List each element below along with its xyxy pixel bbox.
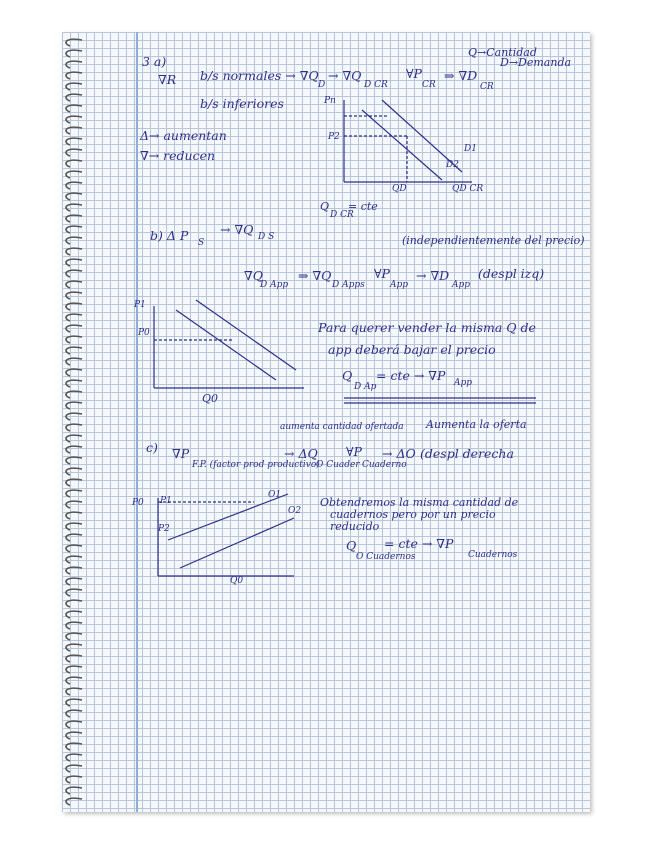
- spiral-ring: [66, 633, 82, 640]
- part-a-reducen: ∇→ reducen: [140, 148, 216, 163]
- spiral-ring: [66, 325, 82, 332]
- part-a-chain2: ∀P: [406, 66, 422, 81]
- spiral-ring: [66, 270, 82, 277]
- part-c-chain1-sub: O Cuader: [316, 460, 360, 470]
- part-c-para1: Obtendremos la misma cantidad de: [320, 496, 519, 509]
- spiral-ring: [66, 50, 82, 57]
- c-o2-label: O2: [288, 506, 302, 516]
- spiral-ring: [66, 358, 82, 365]
- spiral-ring: [66, 567, 82, 574]
- legend-d: D→Demanda: [500, 56, 572, 69]
- spiral-ring: [66, 688, 82, 695]
- part-b-eq-sub: D Ap: [354, 382, 377, 392]
- part-c-chain2: ∀P: [346, 444, 362, 459]
- spiral-ring: [66, 138, 82, 145]
- spiral-ring: [66, 655, 82, 662]
- part-a-chain1-sub: D CR: [364, 80, 388, 90]
- spiral-ring: [66, 765, 82, 772]
- spiral-ring: [66, 171, 82, 178]
- spiral-ring: [66, 798, 82, 805]
- part-b-line2-sub: D App: [260, 280, 289, 290]
- part-b-line2b-sub: D Apps: [332, 280, 365, 290]
- part-c-note1: aumenta cantidad ofertada: [280, 422, 404, 432]
- part-c-para2: cuadernos pero por un precio: [330, 508, 496, 521]
- part-a-chain2-sub: CR: [422, 80, 436, 90]
- spiral-ring: [66, 589, 82, 596]
- spiral-ring: [66, 699, 82, 706]
- spiral-ring: [66, 644, 82, 651]
- spiral-ring: [66, 391, 82, 398]
- a-d2-curve: [362, 110, 442, 180]
- part-b-label-sub: S: [198, 238, 205, 248]
- spiral-ring: [66, 677, 82, 684]
- spiral-ring: [66, 578, 82, 585]
- c-q-label: Q0: [230, 576, 244, 586]
- b-p0-label: P0: [138, 328, 150, 338]
- spiral-ring: [66, 666, 82, 673]
- part-c-label: c): [146, 440, 158, 455]
- part-c-eq-tail: = cte → ∇P: [384, 536, 454, 551]
- part-c-chain3: → ΔO: [382, 446, 416, 461]
- c-p2-label: P2: [158, 524, 170, 534]
- spiral-ring: [66, 94, 82, 101]
- a-d2-label: D2: [446, 160, 459, 170]
- a-q2-label: QD CR: [452, 184, 484, 194]
- spiral-ring: [66, 435, 82, 442]
- part-b-line2c-sub: App: [390, 280, 409, 290]
- part-b-line2b: ⇒ ∇Q: [298, 268, 332, 283]
- b-p1-label: P1: [134, 300, 146, 310]
- part-a-inferior: b/s inferiores: [200, 96, 284, 111]
- spiral-ring: [66, 303, 82, 310]
- spiral-ring: [66, 732, 82, 739]
- part-a-chain1: → ∇Q: [328, 68, 362, 83]
- spiral-ring: [66, 743, 82, 750]
- c-o2-curve: [180, 518, 294, 568]
- spiral-ring: [66, 292, 82, 299]
- spiral-ring: [66, 479, 82, 486]
- part-b-line2: ∇Q: [244, 268, 263, 283]
- spiral-ring: [66, 336, 82, 343]
- part-a-var: ∇R: [158, 72, 177, 87]
- spiral-ring: [66, 160, 82, 167]
- spiral-ring: [66, 105, 82, 112]
- spiral-ring: [66, 61, 82, 68]
- spiral-ring: [66, 248, 82, 255]
- part-b-para2: app deberá bajar el precio: [328, 342, 496, 357]
- part-c-chain2-sub: Cuaderno: [362, 460, 407, 470]
- spiral-ring: [66, 402, 82, 409]
- spiral-ring: [66, 182, 82, 189]
- part-a-label: 3 a): [142, 54, 167, 69]
- spiral-ring: [66, 116, 82, 123]
- notebook-page: [62, 32, 590, 812]
- legend-q: Q→Cantidad: [468, 46, 537, 59]
- spiral-ring: [66, 754, 82, 761]
- spiral-ring: [66, 237, 82, 244]
- spiral-binding: [62, 32, 86, 812]
- spiral-ring: [66, 776, 82, 783]
- part-b-eq: Q: [342, 368, 353, 383]
- part-a-normal-sub: D: [318, 80, 326, 90]
- a-p-low-label: P2: [328, 132, 340, 142]
- part-b-indep: (independientemente del precio): [402, 234, 585, 247]
- part-b-para1: Para querer vender la misma Q de: [318, 320, 536, 335]
- spiral-ring: [66, 468, 82, 475]
- part-a-aumentan: Δ→ aumentan: [140, 128, 227, 143]
- margin-line: [136, 32, 138, 812]
- a-p-top-label: Pn: [324, 96, 336, 106]
- part-b-underline: [342, 394, 542, 406]
- spiral-ring: [66, 501, 82, 508]
- spiral-ring: [66, 622, 82, 629]
- spiral-ring: [66, 380, 82, 387]
- spiral-ring: [66, 490, 82, 497]
- a-note-tail: = cte: [348, 200, 378, 213]
- part-a-chain3-sub: CR: [480, 82, 494, 92]
- part-c-eq-sub: O Cuadernos: [356, 552, 416, 562]
- part-b-line2d-sub: App: [452, 280, 471, 290]
- part-b-eq-tail-sub: App: [454, 378, 473, 388]
- b-q-label: Q0: [202, 392, 219, 405]
- spiral-ring: [66, 457, 82, 464]
- spiral-ring: [66, 446, 82, 453]
- part-b-line2e: (despl izq): [478, 266, 545, 281]
- spiral-ring: [66, 545, 82, 552]
- spiral-ring: [66, 413, 82, 420]
- a-note-sub: D CR: [330, 210, 354, 220]
- spiral-ring: [66, 127, 82, 134]
- part-a-chain3: ⇒ ∇D: [444, 68, 478, 83]
- part-c-eq-tail-sub: Cuadernos: [468, 550, 518, 560]
- spiral-ring: [66, 721, 82, 728]
- spiral-ring: [66, 611, 82, 618]
- spiral-ring: [66, 39, 82, 46]
- part-b-eq-tail: = cte → ∇P: [376, 368, 446, 383]
- c-p1-label: P1: [160, 496, 172, 506]
- spiral-ring: [66, 523, 82, 530]
- spiral-ring: [66, 226, 82, 233]
- spiral-ring: [66, 72, 82, 79]
- spiral-ring: [66, 347, 82, 354]
- spiral-ring: [66, 314, 82, 321]
- c-p0-label: P0: [132, 498, 144, 508]
- spiral-ring: [66, 369, 82, 376]
- spiral-ring: [66, 204, 82, 211]
- part-c-chain1: → ΔQ: [284, 446, 318, 461]
- part-c-eq: Q: [346, 538, 357, 553]
- c-o1-label: O1: [268, 490, 282, 500]
- spiral-ring: [66, 787, 82, 794]
- part-a-normal: b/s normales → ∇Q: [200, 68, 319, 83]
- spiral-ring: [66, 710, 82, 717]
- part-c-para3: reducido: [330, 520, 380, 533]
- a-note: Q: [320, 200, 330, 213]
- spiral-ring: [66, 149, 82, 156]
- part-c-note2: Aumenta la oferta: [426, 418, 527, 431]
- spiral-ring: [66, 600, 82, 607]
- spiral-ring: [66, 193, 82, 200]
- part-b-line2c: ∀P: [374, 266, 390, 281]
- spiral-ring: [66, 83, 82, 90]
- a-q1-label: QD: [392, 184, 407, 194]
- spiral-ring: [66, 215, 82, 222]
- spiral-ring: [66, 424, 82, 431]
- part-c-var-sub: F.P. (factor prod productivo): [192, 460, 320, 470]
- spiral-ring: [66, 512, 82, 519]
- part-b-line2d: → ∇D: [416, 268, 450, 283]
- c-o1-curve: [168, 494, 288, 540]
- part-b-label: b) Δ P: [150, 228, 189, 243]
- part-b-qd-sub: D S: [258, 232, 275, 242]
- part-b-qd: → ∇Q: [220, 222, 254, 237]
- a-d1-label: D1: [464, 144, 477, 154]
- spiral-ring: [66, 259, 82, 266]
- part-b-graph: [132, 290, 312, 400]
- spiral-ring: [66, 556, 82, 563]
- spiral-ring: [66, 534, 82, 541]
- spiral-ring: [66, 281, 82, 288]
- part-c-chain3-tail: (despl derecha: [420, 446, 514, 461]
- part-c-var: ∇P: [172, 446, 190, 461]
